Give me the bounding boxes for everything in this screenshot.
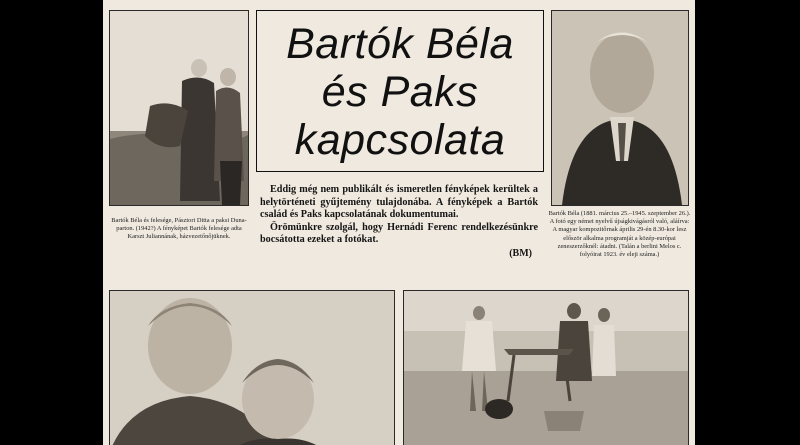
article-signature: (BM) <box>509 248 532 260</box>
caption-left: Bartók Béla és felesége, Pásztori Ditta a paksi Duna-parton. (1942?) A fényképet Bartók felesége adta Karszt Juliannának, házvezetőnőjüknek. <box>111 217 247 241</box>
article-body <box>260 184 538 260</box>
article-paragraph-1: Eddig még nem publikált és ismeretlen fényképek kerültek a helytörténeti gyűjtemény tulajdonába. A fényképek a Bartók család és Paks kapcsolatának dokumentumai. <box>260 184 538 221</box>
photo-river-scene-image <box>404 291 688 445</box>
photo-woman-child <box>109 290 395 445</box>
headline-line-3: kapcsolata <box>294 116 506 164</box>
headline-line-1: Bartók Béla <box>286 20 514 68</box>
article-paragraph-2: Örömünkre szolgál, hogy Hernádi Ferenc rendelkezésünkre bocsátotta ezeket a fotókat. <box>260 221 538 246</box>
headline-line-2: és Paks <box>321 68 479 116</box>
photo-river-scene <box>403 290 689 445</box>
headline-box <box>256 10 544 172</box>
photo-bartok-portrait-image <box>552 11 688 205</box>
newspaper-page <box>103 0 695 445</box>
photo-couple-danube <box>109 10 249 206</box>
caption-right: Bartók Béla (1881. március 25.–1945. szeptember 26.). A fotó egy német nyelvű újságkivágásról való, aláírva: A magyar kompozitőrnak április 29-én 8.30-kor lesz először alkalma programját a közép-európai zeneszerzőknél: átadni. (Talán a berlini Melos c. folyóirat 1923. év eleji száma.) <box>548 210 691 259</box>
photo-couple-danube-image <box>110 11 248 205</box>
photo-bartok-portrait <box>551 10 689 206</box>
photo-woman-child-image <box>110 291 394 445</box>
